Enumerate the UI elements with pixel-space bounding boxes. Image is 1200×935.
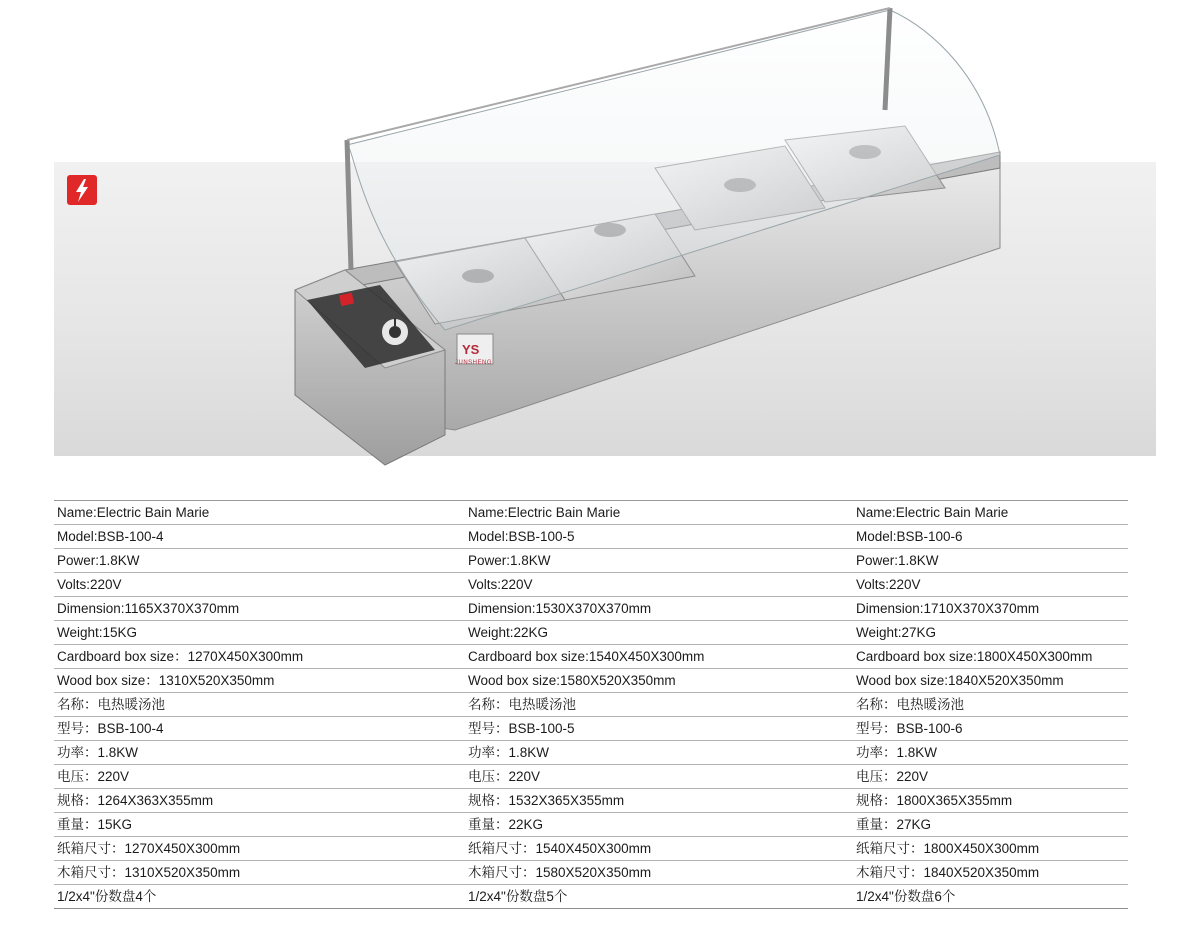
spec-cell: Volts:220V	[856, 577, 921, 592]
spec-cell: Name:Electric Bain Marie	[468, 505, 621, 520]
spec-cell: 名称：电热暖汤池	[856, 697, 964, 712]
spec-cell: 重量：22KG	[468, 817, 544, 832]
spec-cell: Wood box size:1580X520X350mm	[468, 673, 676, 688]
spec-cell: Volts:220V	[57, 577, 122, 592]
spec-cell: Cardboard box size:1540X450X300mm	[468, 649, 705, 664]
spec-cell: Dimension:1710X370X370mm	[856, 601, 1040, 616]
svg-text:YS: YS	[462, 342, 480, 357]
spec-cell: 纸箱尺寸：1800X450X300mm	[856, 841, 1040, 856]
spec-cell: 电压：220V	[856, 769, 929, 784]
spec-cell: Volts:220V	[468, 577, 533, 592]
spec-cell: Dimension:1530X370X370mm	[468, 601, 652, 616]
spec-cell: 型号：BSB-100-4	[57, 721, 164, 736]
spec-cell: Cardboard box size:1800X450X300mm	[856, 649, 1093, 664]
spec-cell: 型号：BSB-100-6	[856, 721, 963, 736]
spec-cell: Model:BSB-100-6	[856, 529, 963, 544]
spec-cell: Model:BSB-100-5	[468, 529, 575, 544]
spec-cell: Power:1.8KW	[856, 553, 939, 568]
spec-cell: 1/2x4"份数盘4个	[57, 889, 157, 904]
bain-marie-product-image	[285, 0, 1025, 470]
spec-cell: 纸箱尺寸：1270X450X300mm	[57, 841, 241, 856]
spec-cell: 电压：220V	[57, 769, 130, 784]
spec-cell: Dimension:1165X370X370mm	[57, 601, 240, 616]
spec-cell: 型号：BSB-100-5	[468, 721, 575, 736]
spec-cell: 名称：电热暖汤池	[57, 697, 165, 712]
spec-cell: 规格：1532X365X355mm	[468, 793, 625, 808]
spec-cell: 木箱尺寸：1310X520X350mm	[57, 865, 241, 880]
spec-cell: 重量：27KG	[856, 817, 932, 832]
spec-cell: 1/2x4"份数盘5个	[468, 889, 568, 904]
spec-cell: Power:1.8KW	[57, 553, 140, 568]
lightning-bolt-icon	[67, 175, 97, 205]
spec-cell: Weight:15KG	[57, 625, 138, 640]
spec-cell: 规格：1264X363X355mm	[57, 793, 214, 808]
spec-cell: Model:BSB-100-4	[57, 529, 164, 544]
spec-cell: 功率：1.8KW	[856, 745, 938, 760]
spec-cell: 功率：1.8KW	[57, 745, 139, 760]
spec-cell: Wood box size：1310X520X350mm	[57, 673, 275, 688]
spec-cell: 规格：1800X365X355mm	[856, 793, 1013, 808]
brand-logo-text: JUNSHENG	[455, 360, 493, 366]
spec-cell: Name:Electric Bain Marie	[57, 505, 210, 520]
spec-cell: 电压：220V	[468, 769, 541, 784]
spec-cell: 纸箱尺寸：1540X450X300mm	[468, 841, 652, 856]
spec-cell: Power:1.8KW	[468, 553, 551, 568]
spec-cell: 1/2x4"份数盘6个	[856, 889, 956, 904]
spec-cell: Wood box size:1840X520X350mm	[856, 673, 1064, 688]
spec-cell: 功率：1.8KW	[468, 745, 550, 760]
spec-cell: Name:Electric Bain Marie	[856, 505, 1009, 520]
spec-cell: Weight:22KG	[468, 625, 549, 640]
spec-cell: Cardboard box size：1270X450X300mm	[57, 649, 304, 664]
spec-cell: 木箱尺寸：1580X520X350mm	[468, 865, 652, 880]
spec-table	[54, 500, 1128, 909]
spec-cell: 名称：电热暖汤池	[468, 697, 576, 712]
spec-cell: Weight:27KG	[856, 625, 937, 640]
spec-cell: 重量：15KG	[57, 817, 133, 832]
spec-cell: 木箱尺寸：1840X520X350mm	[856, 865, 1040, 880]
